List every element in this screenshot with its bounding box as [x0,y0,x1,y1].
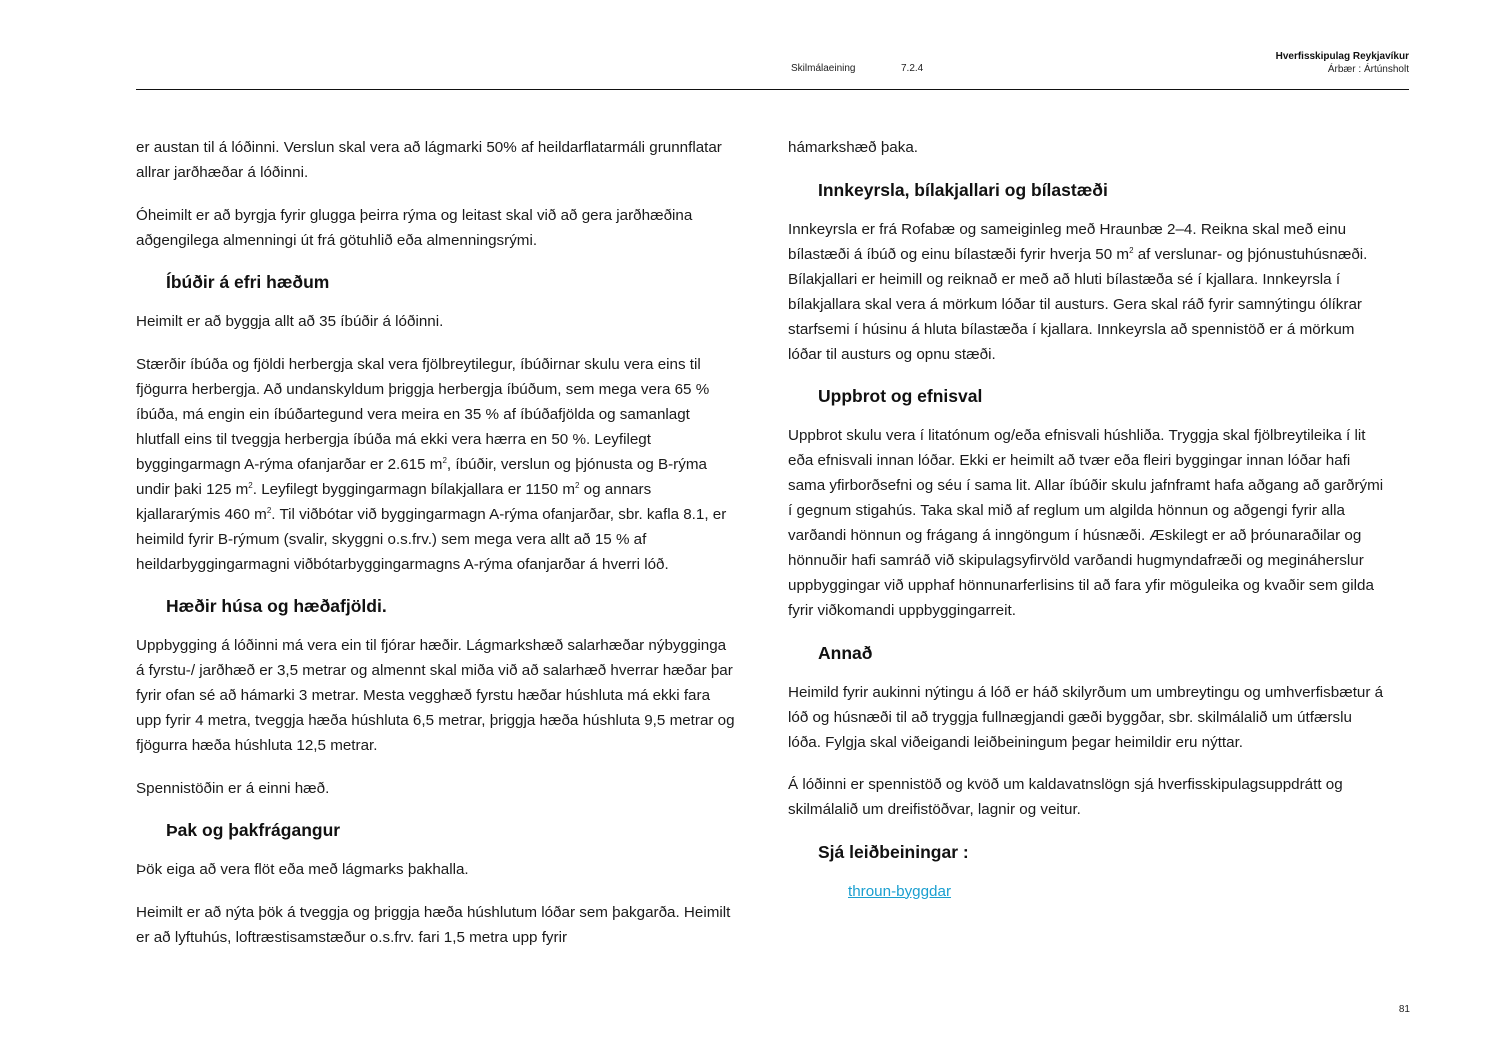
heading-innkeyrsla: Innkeyrsla, bílakjallari og bílastæði [818,179,1108,200]
paragraph: Heimilt er að byggja allt að 35 íbúðir á lóðinni. [136,313,444,330]
heading-uppbrot: Uppbrot og efnisval [818,386,983,406]
paragraph: hámarkshæð þaka. [788,139,919,156]
left-column [136,135,736,967]
throun-byggdar-link[interactable]: throun-byggdar [848,882,952,900]
heading-annad: Annað [818,642,873,663]
heading-haedir: Hæðir húsa og hæðafjöldi. [166,596,387,616]
paragraph: Spennistöðin er á einni hæð. [136,779,330,797]
paragraph-building-volume: Stærðir íbúða og fjöldi herbergja skal vera fjölbreytilegur, íbúðirnar skulu vera eins til fjögurra herbergja. Að undanskyldum þriggja herbergja íbúðum, sem mega vera 65 % íbúða, má engin ein íbúðartegund vera meira en 35 % af íbúðafjölda og samanlagt hlutfall eins til tveggja herbergja íbúða má ekki vera hærra en 50 %. Leyfilegt byggingarmagn A-rýma ofanjarðar er 2.615 $m^2$, íbúðir, verslun og þjónusta og B-rýma undir þaki 125 $m^2$. Leyfilegt byggingarmagn bílakjallara er 1150 $m^2$ og annars kjallararýmis 460 $m^2$. Til viðbótar við byggingarmagn A-rýma ofanjarðar, sbr. kafla 8.1, er heimild fyrir B-rýmum (svalir, skyggni o.s.frv.) sem mega vera allt að 15 % af heildarbyggingarmagni viðbótarbyggingarmagns A-rýma ofanjarðar á hverri lóð. [136,355,727,573]
paragraph-parking: Innkeyrsla er frá Rofabæ og sameiginleg með Hraunbæ 2–4. Reikna skal með einu bílastæði á íbúð og einu bílastæði fyrir hverja 50 $m^2$ af verslunar- og þjónustuhúsnæði. Bílakjallari er heimill og reiknað er með að hluti bílastæða sé í kjallara. Innkeyrsla í bílakjallara skal vera á mörkum lóðar til austurs. Gera skal ráð fyrir samnýtingu ólíkrar starfsemi í húsinu á hluta bílastæða í kjallara. Innkeyrsla að spennistöð er á mörkum lóðar til austurs og opnu stæði. [788,220,1368,363]
paragraph: Þök eiga að vera flöt eða með lágmarks þakhalla. [136,861,469,878]
paragraph: Uppbrot skulu vera í litatónum og/eða efnisvali húshliða. Tryggja skal fjölbreytileika í lit eða efnisvali innan lóðar. Ekki er heimilt að tvær eða fleiri byggingar innan lóðar hafi sama yfirborðsefni og séu í sama lit. Allar íbúðir skulu jafnframt hafa aðgang að garðrými í gegnum stigahús. Taka skal mið af reglum um algilda hönnun og aðgengi fyrir alla varðandi hönnun og frágang á inngöngum í húsnæði. Æskilegt er að þróunaraðilar og hönnuðir hafi samráð við skipulagsyfirvöld varðandi hugmyndafræði og megináherslur uppbyggingar við upphaf hönnunarferlisins til að fara yfir möguleika og kvaðir sem gilda fyrir viðkomandi uppbyggingarreit. [788,427,1384,619]
paragraph: Heimilt er að nýta þök á tveggja og þriggja hæða húshlutum lóðar sem þakgarða. Heimilt er að lyftuhús, loftræstisamstæður o.s.frv. fari 1,5 metra upp fyrir [136,903,731,946]
paragraph: Heimild fyrir aukinni nýtingu á lóð er háð skilyrðum um umbreytingu og umhverfisbætur á lóð og húsnæði til að tryggja fullnægjandi gæði byggðar, sbr. skilmálalið um útfærslu lóða. Fylgja skal viðeigandi leiðbeiningum þegar heimildir eru nýttar. [788,683,1384,751]
paragraph: Óheimilt er að byrgja fyrir glugga þeirra rýma og leitast skal við að gera jarðhæðina aðgengilega almenningi út frá götuhlið eða almenningsrými. [136,206,693,249]
paragraph: Á lóðinni er spennistöð og kvöð um kaldavatnslögn sjá hverfisskipulagsuppdrátt og skilmálalið um dreifistöðvar, lagnir og veitur. [788,776,1343,818]
link-container [788,879,1388,904]
paragraph: Uppbygging á lóðinni má vera ein til fjórar hæðir. Lágmarkshæð salarhæðar nýbygginga á fyrstu-/ jarðhæð er 3,5 metrar og almennt skal miða við að salarhæð hverrar hæðar þar fyrir ofan sé að hámarki 3 metrar. Mesta vegghæð fyrstu hæðar húshluta má ekki fara upp fyrir 4 metra, tveggja hæða húshluta 6,5 metrar, þriggja hæða húshluta 9,5 metrar og fjögurra hæða húshluta 12,5 metrar. [136,637,735,754]
heading-sja-leidbeiningar: Sjá leiðbeiningar : [818,841,969,862]
heading-ibudir: Íbúðir á efri hæðum [166,272,330,292]
document-subtitle: Árbær : Ártúnsholt [1327,64,1409,75]
document-title: Hverfisskipulag Reykjavíkur [1275,51,1409,62]
page-number: 81 [1398,1004,1410,1015]
heading-thak: Þak og þakfrágangur [166,820,341,840]
document-title-block [1276,50,1409,76]
page-header [136,0,1409,90]
section-number: 7.2.4 [901,63,924,74]
right-column [788,135,1388,904]
section-label: Skilmálaeining [791,63,856,74]
paragraph: er austan til á lóðinni. Verslun skal vera að lágmarki 50% af heildarflatarmáli grunnflatar allrar jarðhæðar á lóðinni. [136,139,722,181]
